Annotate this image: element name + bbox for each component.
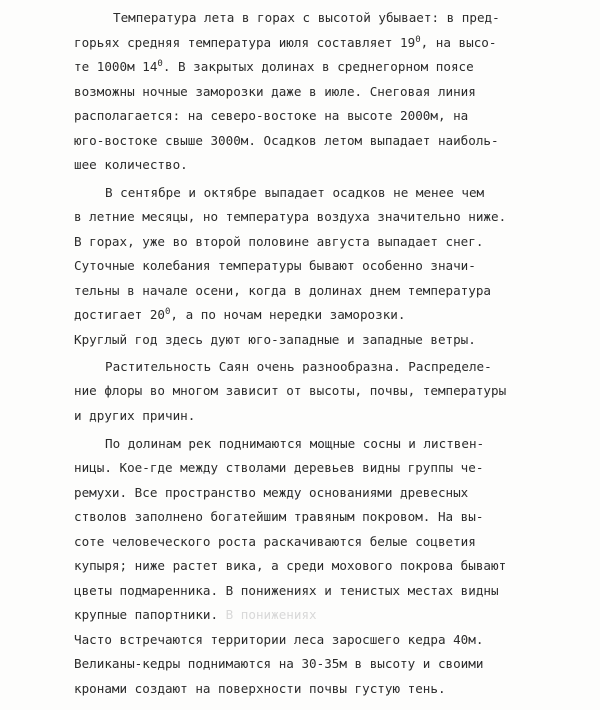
text-line-6: юго-востоке свыше 3000м. Осадков летом выпадает наиболь- (74, 133, 499, 148)
text-line-24: цветы подмаренника. В понижениях и тенистых местах видны (74, 583, 499, 598)
text-line-12: тельны в начале осени, когда в долинах днем температура (74, 283, 492, 298)
text-line-2: горьях средняя температура июля составляет $19^0$, на высо- (74, 35, 497, 50)
text-line-15: Растительность Саян очень разнообразна. Распределе- (105, 359, 492, 374)
text-line-7: шее количество. (74, 157, 188, 172)
text-line-20: ремухи. Все пространство между основаниями древесных (74, 485, 469, 500)
text-line-16: ние флоры во многом зависит от высоты, почвы, температуры (74, 383, 507, 398)
text-line-25: крупные папортники. В понижениях (74, 607, 317, 622)
text-line-3: те 1000м $14^0$. В закрытых долинах в среднегорном поясе (74, 59, 474, 74)
text-line-10: В горах, уже во второй половине августа выпадает снег. (74, 234, 484, 249)
text-line-22: соте человеческого роста раскачиваются белые соцветия (74, 534, 476, 549)
text-line-18: По долинам рек поднимаются мощные сосны и листвен- (105, 436, 485, 451)
text-line-5: располагается: на северо-востоке на высоте 2000м, на (74, 108, 469, 123)
text-line-23: купыря; ниже растет вика, а среди мохового покрова бывают (74, 558, 507, 573)
degree-superscript: 0 (415, 35, 421, 45)
text-line-17: и других причин. (74, 408, 196, 423)
text-line-13: достигает $20^0$, а по ночам нередки заморозки. (74, 307, 406, 322)
text-line-27: Великаны-кедры поднимаются на 30-35м в высоту и своими (74, 656, 484, 671)
text-line-14: Круглый год здесь дуют юго-западные и западные ветры. (74, 332, 476, 347)
text-line-28: кронами создают на поверхности почвы густую тень. (74, 681, 446, 696)
text-line-11: Суточные колебания температуры бывают особенно значи- (74, 258, 476, 273)
text-line-26: Часто встречаются территории леса заросшего кедра 40м. (74, 632, 484, 647)
degree-superscript: 0 (157, 59, 163, 69)
text-line-9: в летние месяцы, но температура воздуха значительно ниже. (74, 209, 507, 224)
text-line-19: ницы. Кое-где между стволами деревьев видны группы че- (74, 460, 484, 475)
text-line-4: возможны ночные заморозки даже в июле. Снеговая линия (74, 84, 476, 99)
text-line-21: стволов заполнено богатейшим травяным покровом. На вы- (74, 509, 484, 524)
text-line-8: В сентябре и октябре выпадает осадков не менее чем (105, 185, 485, 200)
faded-text: В понижениях (218, 607, 317, 622)
text-line-1: Температура лета в горах с высотой убывает: в пред- (113, 10, 500, 25)
degree-superscript: 0 (165, 307, 171, 317)
